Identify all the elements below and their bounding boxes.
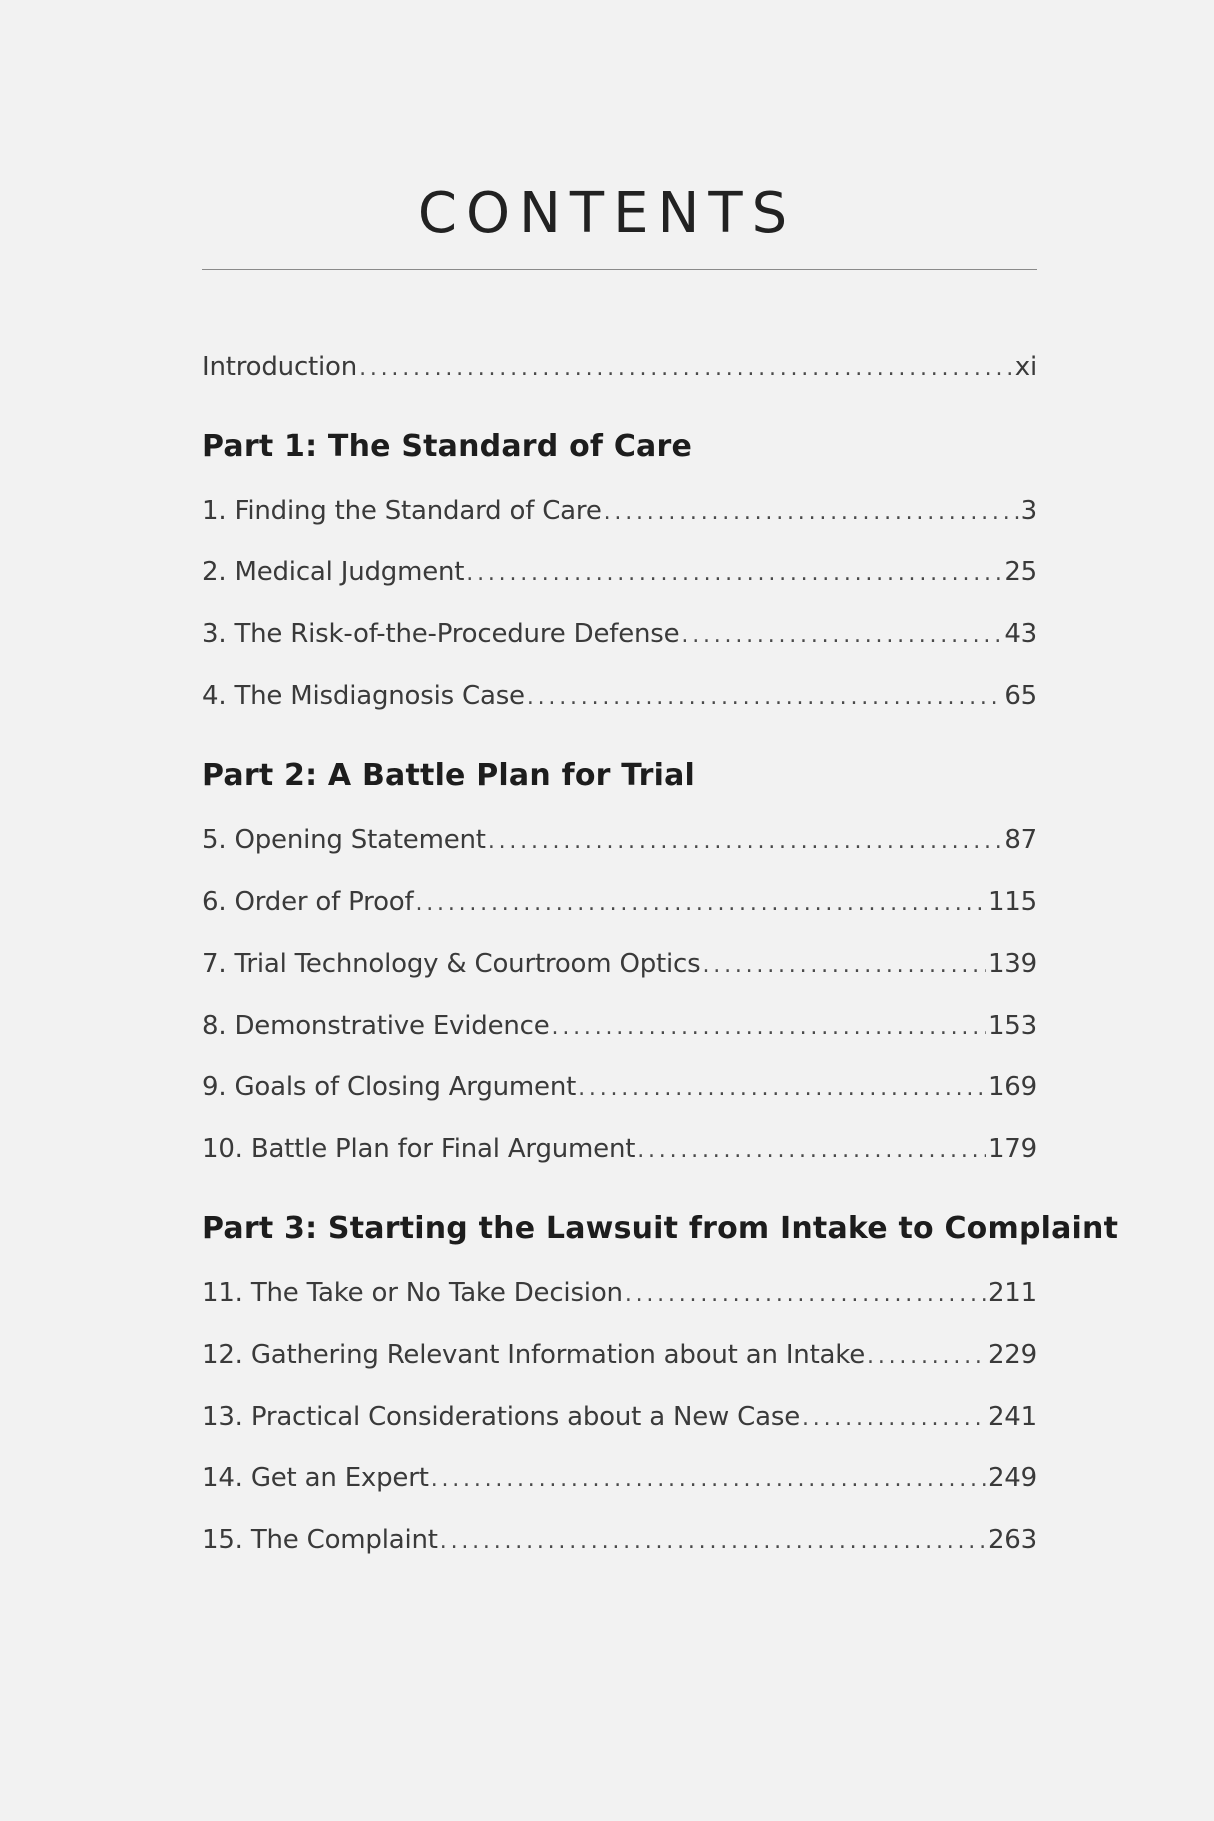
toc-entry-label: 6. Order of Proof bbox=[202, 887, 414, 917]
toc-entry[interactable] bbox=[202, 1006, 1037, 1046]
toc-entry-label: 4. The Misdiagnosis Case bbox=[202, 681, 525, 711]
toc-entry-page: 115 bbox=[987, 887, 1037, 917]
dot-leader bbox=[466, 554, 1002, 594]
dot-leader bbox=[681, 616, 1002, 656]
toc-entry-page: 25 bbox=[1004, 557, 1037, 587]
toc-entry-page: 65 bbox=[1004, 681, 1037, 711]
dot-leader bbox=[552, 1008, 986, 1048]
toc-entry-label: 15. The Complaint bbox=[202, 1525, 438, 1555]
dot-leader bbox=[488, 822, 1003, 862]
toc-entry-page: 153 bbox=[987, 1011, 1037, 1041]
toc-entry[interactable] bbox=[202, 1067, 1037, 1107]
dot-leader bbox=[637, 1131, 986, 1171]
dot-leader bbox=[625, 1275, 986, 1315]
title-divider bbox=[202, 269, 1037, 270]
toc-entry-label: 9. Goals of Closing Argument bbox=[202, 1072, 577, 1102]
dot-leader bbox=[359, 349, 1013, 389]
toc-entry[interactable] bbox=[202, 820, 1037, 860]
dot-leader bbox=[440, 1522, 986, 1562]
toc-entry-page: 3 bbox=[1020, 496, 1037, 526]
toc-entry-page: 139 bbox=[987, 949, 1037, 979]
toc-entry[interactable] bbox=[202, 882, 1037, 922]
toc-entry-label: 1. Finding the Standard of Care bbox=[202, 496, 602, 526]
toc-entry-page: 169 bbox=[987, 1072, 1037, 1102]
toc-entry[interactable] bbox=[202, 614, 1037, 654]
toc-entry-page: 179 bbox=[987, 1134, 1037, 1164]
dot-leader bbox=[578, 1069, 986, 1109]
toc-entry-page: 43 bbox=[1004, 619, 1037, 649]
toc-entry-label: 11. The Take or No Take Decision bbox=[202, 1278, 623, 1308]
toc-entry[interactable] bbox=[202, 1397, 1037, 1437]
toc-entry[interactable] bbox=[202, 1273, 1037, 1313]
toc-entry-page: xi bbox=[1014, 352, 1037, 382]
toc-entry-label: 14. Get an Expert bbox=[202, 1463, 429, 1493]
toc-entry-label: 2. Medical Judgment bbox=[202, 557, 465, 587]
toc-entry-label: 10. Battle Plan for Final Argument bbox=[202, 1134, 636, 1164]
toc-entry[interactable] bbox=[202, 944, 1037, 984]
part-heading-2: Part 2: A Battle Plan for Trial bbox=[202, 758, 696, 793]
toc-entry-label: 3. The Risk-of-the-Procedure Defense bbox=[202, 619, 680, 649]
dot-leader bbox=[604, 493, 1019, 533]
dot-leader bbox=[802, 1399, 986, 1439]
toc-entry[interactable] bbox=[202, 1458, 1037, 1498]
toc-entry-page: 87 bbox=[1004, 825, 1037, 855]
toc-entry-page: 249 bbox=[987, 1463, 1037, 1493]
part-heading-3: Part 3: Starting the Lawsuit from Intake to Complaint bbox=[202, 1211, 1119, 1246]
toc-entry-page: 211 bbox=[987, 1278, 1037, 1308]
dot-leader bbox=[867, 1337, 986, 1377]
toc-entry[interactable] bbox=[202, 1129, 1037, 1169]
toc-entry[interactable] bbox=[202, 1520, 1037, 1560]
dot-leader bbox=[415, 884, 986, 924]
toc-entry[interactable] bbox=[202, 676, 1037, 716]
toc-entry-label: Introduction bbox=[202, 352, 358, 382]
dot-leader bbox=[431, 1460, 986, 1500]
toc-entry-page: 229 bbox=[987, 1340, 1037, 1370]
toc-entry-label: 7. Trial Technology & Courtroom Optics bbox=[202, 949, 701, 979]
toc-entry[interactable] bbox=[202, 552, 1037, 592]
toc-entry-page: 263 bbox=[987, 1525, 1037, 1555]
toc-entry-introduction[interactable] bbox=[202, 347, 1037, 387]
page-title: CONTENTS bbox=[417, 181, 797, 246]
toc-entry[interactable] bbox=[202, 1335, 1037, 1375]
toc-entry-label: 13. Practical Considerations about a New Case bbox=[202, 1402, 801, 1432]
toc-entry-label: 5. Opening Statement bbox=[202, 825, 486, 855]
toc-entry-label: 8. Demonstrative Evidence bbox=[202, 1011, 550, 1041]
dot-leader bbox=[527, 678, 1002, 718]
part-heading-1: Part 1: The Standard of Care bbox=[202, 429, 693, 464]
toc-entry-page: 241 bbox=[987, 1402, 1037, 1432]
dot-leader bbox=[703, 946, 986, 986]
toc-entry[interactable] bbox=[202, 491, 1037, 531]
toc-entry-label: 12. Gathering Relevant Information about an Intake bbox=[202, 1340, 866, 1370]
